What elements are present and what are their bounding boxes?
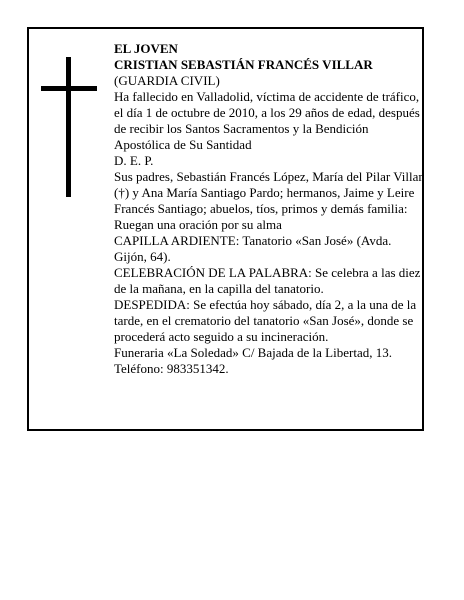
notice-heading: EL JOVEN: [114, 41, 178, 56]
notice-text: [114, 41, 426, 377]
deceased-name: CRISTIAN SEBASTIÁN FRANCÉS VILLAR: [114, 57, 373, 72]
family-list: Sus padres, Sebastián Francés López, María del Pilar Villar (†) y Ana María Santiago Pardo; hermanos, Jaime y Leire Francés Santiago; abuelos, tíos, primos y demás familia:: [114, 169, 423, 216]
deceased-affiliation: (GUARDIA CIVIL): [114, 73, 220, 88]
cross-vertical-bar: [66, 57, 71, 197]
chapel-info: CAPILLA ARDIENTE: Tanatorio «San José» (Avda. Gijón, 64).: [114, 233, 392, 264]
celebration-info: CELEBRACIÓN DE LA PALABRA: Se celebra a las diez de la mañana, en la capilla del tanatorio.: [114, 265, 421, 296]
obituary-notice: [27, 27, 424, 431]
farewell-info: DESPEDIDA: Se efectúa hoy sábado, día 2, a la una de la tarde, en el crematorio del tanatorio «San José», donde se procederá acto seguido a su incineración.: [114, 297, 417, 344]
prayer-request: Ruegan una oración por su alma: [114, 217, 282, 232]
death-announcement: Ha fallecido en Valladolid, víctima de accidente de tráfico, el día 1 de octubre de 2010, a los 29 años de edad, después de recibir los Santos Sacramentos y la Bendición Apostólica de Su Santidad: [114, 89, 420, 152]
cross-horizontal-bar: [41, 86, 97, 91]
rip-text: D. E. P.: [114, 153, 154, 168]
funeral-home-info: Funeraria «La Soledad» C/ Bajada de la Libertad, 13. Teléfono: 983351342.: [114, 345, 392, 376]
